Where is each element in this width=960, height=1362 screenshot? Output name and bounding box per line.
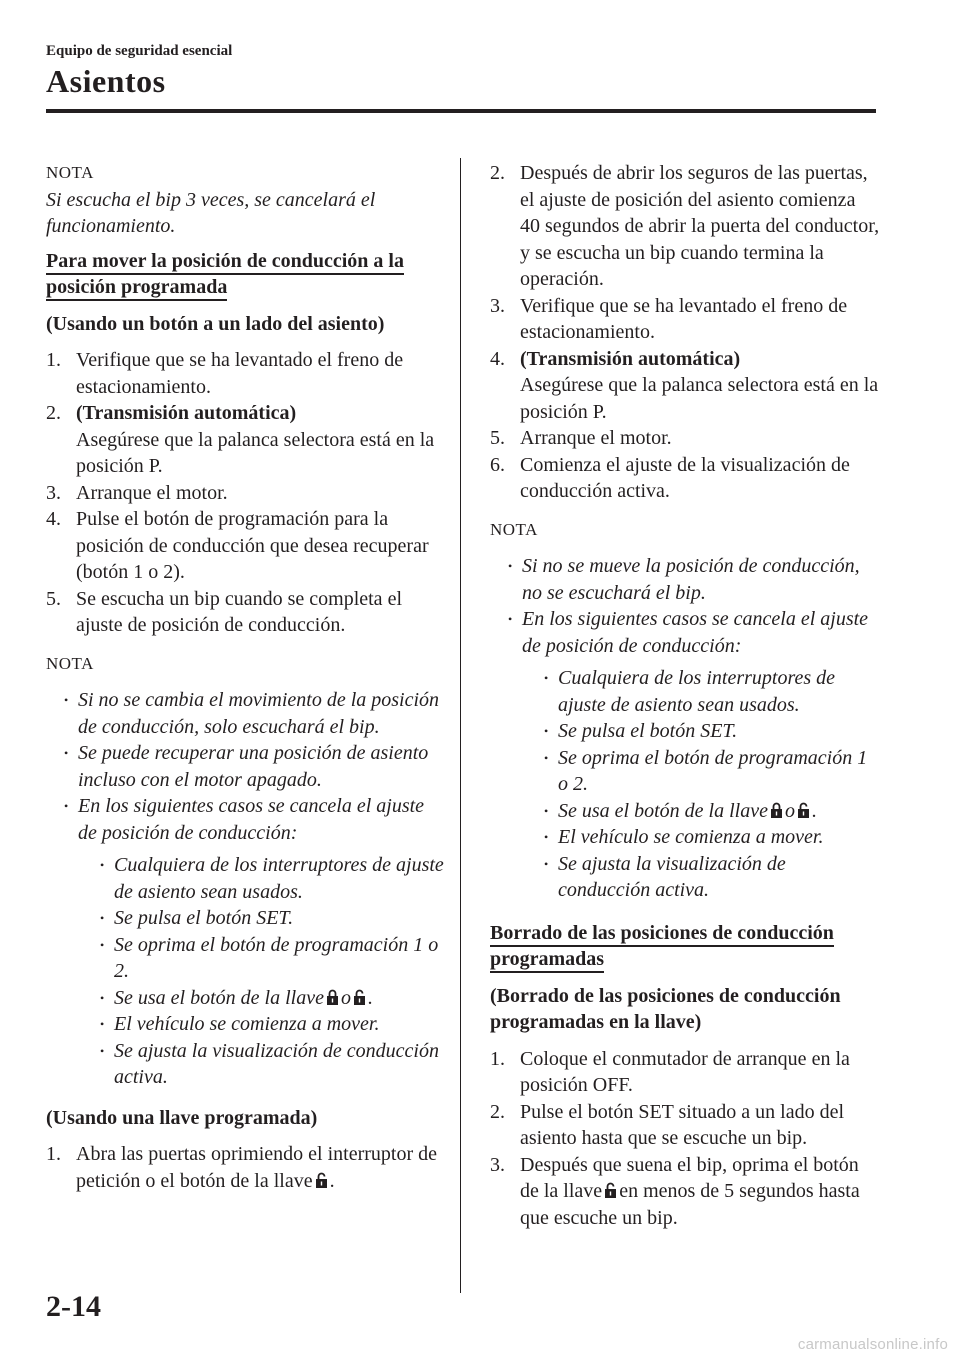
section-heading bbox=[46, 248, 444, 301]
heading-text: Para mover la posición de conducción a la posición programada bbox=[46, 250, 404, 302]
note-text: Si escucha el bip 3 veces, se cancelará el funcionamiento. bbox=[46, 188, 376, 237]
page-number: 2-14 bbox=[46, 1290, 101, 1323]
subheading: (Usando una llave programada) bbox=[46, 1106, 318, 1129]
note-label: NOTA bbox=[490, 519, 538, 539]
lock-icon bbox=[770, 801, 783, 819]
column-divider bbox=[460, 158, 461, 1293]
unlock-icon bbox=[353, 988, 366, 1006]
list-item: 1. Abra las puertas oprimiendo el interruptor de petición o el botón de la llave . bbox=[46, 1143, 437, 1192]
list-item: 5. Se escucha un bip cuando se completa el ajuste de posición de conducción. bbox=[46, 587, 402, 636]
steps-list bbox=[46, 1141, 444, 1194]
list-item: • El vehículo se comienza a mover. bbox=[542, 824, 880, 851]
list-item: • Se pulsa el botón SET. bbox=[542, 718, 880, 745]
steps-list bbox=[490, 160, 880, 505]
list-item: • En los siguientes casos se cancela el ajuste de posición de conducción: • Cualquiera de los interruptores de ajuste de asiento sean usados. • Se pulsa el botón SET. • Se oprima el botón de programación 1 o 2. • Se usa el botón de la llave o . • El vehículo se comienza a mover. • Se ajusta la visualización de conducción activa. bbox=[62, 793, 444, 1091]
note-label: NOTA bbox=[46, 653, 94, 673]
list-item: 1. Coloque el conmutador de arranque en la posición OFF. bbox=[490, 1047, 850, 1096]
list-item: 4. Pulse el botón de programación para la posición de conducción que desea recuperar (botón 1 o 2). bbox=[46, 508, 429, 583]
list-item: • Si no se cambia el movimiento de la posición de conducción, solo escuchará el bip. bbox=[62, 687, 444, 740]
heading-text: Borrado de las posiciones de conducción programadas bbox=[490, 922, 834, 974]
subheading: (Borrado de las posiciones de conducción programadas en la llave) bbox=[490, 984, 841, 1033]
list-item: 3. Arranque el motor. bbox=[46, 481, 228, 504]
list-item: 1. Verifique que se ha levantado el freno de estacionamiento. bbox=[46, 349, 404, 398]
note-bullets bbox=[46, 687, 444, 1091]
header-rule bbox=[46, 109, 876, 113]
note-sub-bullets bbox=[78, 852, 444, 1091]
list-item: • Se ajusta la visualización de conducción activa. bbox=[542, 851, 880, 904]
lock-icon bbox=[326, 988, 339, 1006]
list-item: • Se oprima el botón de programación 1 o 2. bbox=[542, 745, 880, 798]
section-heading bbox=[490, 920, 880, 973]
subheading: (Usando un botón a un lado del asiento) bbox=[46, 312, 385, 335]
unlock-icon bbox=[797, 801, 810, 819]
list-item: • Se puede recuperar una posición de asiento incluso con el motor apagado. bbox=[62, 740, 444, 793]
list-item: • En los siguientes casos se cancela el ajuste de posición de conducción: • Cualquiera de los interruptores de ajuste de asiento sean usados. • Se pulsa el botón SET. • Se oprima el botón de programación 1 o 2. • Se usa el botón de la llave o . • El vehículo se comienza a mover. • Se ajusta la visualización de conducción activa. bbox=[506, 606, 880, 904]
list-item: • Se usa el botón de la llave o . bbox=[542, 798, 880, 825]
steps-list bbox=[46, 347, 444, 639]
list-item: 3. Verifique que se ha levantado el freno de estacionamiento. bbox=[490, 294, 848, 343]
section-title: Equipo de seguridad esencial bbox=[46, 43, 233, 59]
list-item: 6. Comienza el ajuste de la visualización de conducción activa. bbox=[490, 453, 850, 502]
list-item: 4. (Transmisión automática) Asegúrese que la palanca selectora está en la posición P. bbox=[490, 347, 879, 423]
page-title: Asientos bbox=[46, 63, 166, 99]
list-item: • Se oprima el botón de programación 1 o 2. bbox=[98, 932, 444, 985]
unlock-icon bbox=[315, 1171, 328, 1189]
list-item: 2. Pulse el botón SET situado a un lado del asiento hasta que se escuche un bip. bbox=[490, 1100, 845, 1149]
note-bullets bbox=[490, 553, 880, 904]
list-item: • Si no se mueve la posición de conducción, no se escuchará el bip. bbox=[506, 553, 880, 606]
list-item: • Se ajusta la visualización de conducción activa. bbox=[98, 1038, 444, 1091]
list-item: • El vehículo se comienza a mover. bbox=[98, 1011, 444, 1038]
note-sub-bullets bbox=[522, 665, 880, 904]
unlock-icon bbox=[604, 1181, 617, 1199]
left-column bbox=[46, 160, 444, 1204]
list-item: 2. (Transmisión automática) Asegúrese que la palanca selectora está en la posición P. bbox=[46, 402, 435, 477]
page-header bbox=[46, 42, 232, 100]
list-item: • Se pulsa el botón SET. bbox=[98, 905, 444, 932]
note-label: NOTA bbox=[46, 163, 94, 182]
list-item: 5. Arranque el motor. bbox=[490, 427, 672, 449]
list-item: • Se usa el botón de la llave o . bbox=[98, 985, 444, 1012]
right-column bbox=[490, 160, 880, 1241]
list-item: • Cualquiera de los interruptores de ajuste de asiento sean usados. bbox=[98, 852, 444, 905]
list-item: • Cualquiera de los interruptores de ajuste de asiento sean usados. bbox=[542, 665, 880, 718]
watermark: carmanualsonline.info bbox=[797, 1336, 948, 1353]
steps-list bbox=[490, 1046, 880, 1232]
list-item: 3. Después que suena el bip, oprima el botón de la llave en menos de 5 segundos hasta que escuche un bip. bbox=[490, 1153, 860, 1229]
list-item: 2. Después de abrir los seguros de las puertas, el ajuste de posición del asiento comienza 40 segundos de abrir la puerta del conductor, y se escucha un bip cuando termina la operación. bbox=[490, 162, 880, 290]
